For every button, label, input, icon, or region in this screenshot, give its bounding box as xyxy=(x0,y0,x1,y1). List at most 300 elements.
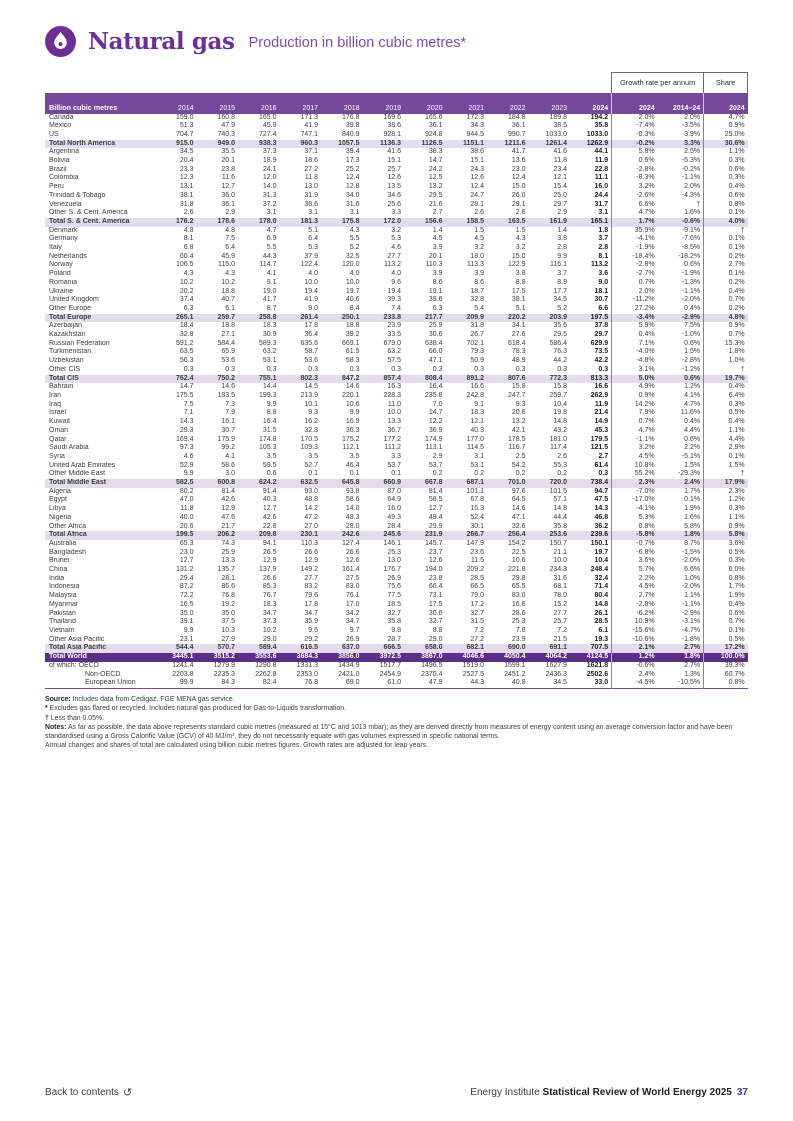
undo-arrow-icon: ↺ xyxy=(122,1087,133,1099)
value-cell: 30.6 xyxy=(428,331,443,339)
value-cell: 13.0 xyxy=(304,183,318,191)
growth-cell: -18.2% xyxy=(677,252,701,260)
value-cell: 5.3 xyxy=(391,235,401,243)
row-label: Myanmar xyxy=(49,600,79,608)
value-cell: 9.9 xyxy=(266,400,277,408)
value-cell: 48.9 xyxy=(511,357,526,365)
value-cell: 29.7 xyxy=(594,331,609,339)
value-cell: 253.6 xyxy=(529,531,571,540)
value-cell: 20.6 xyxy=(179,522,194,530)
growth-cell: -2.0% xyxy=(681,557,701,565)
value-cell: 29.4 xyxy=(179,574,194,582)
value-cell: 80.2 xyxy=(179,487,194,495)
table-row xyxy=(45,453,748,462)
value-cell: 12.4 xyxy=(511,174,526,182)
value-cell: 53.6 xyxy=(221,357,235,365)
table-row xyxy=(45,114,748,123)
value-cell: 960.3 xyxy=(280,140,322,149)
table-row xyxy=(45,496,748,505)
row-label: Malaysia xyxy=(49,592,77,600)
table-row xyxy=(45,357,748,366)
value-cell: 49.3 xyxy=(387,513,401,521)
value-cell: 0.3 xyxy=(432,365,443,373)
value-cell: 16.5 xyxy=(179,600,194,608)
table-row xyxy=(45,436,748,445)
share-cell: 4.4% xyxy=(704,436,748,445)
value-cell: 1434.9 xyxy=(338,661,360,669)
value-cell: 4.3 xyxy=(349,226,360,234)
table-row xyxy=(45,340,748,349)
value-cell: 11.8 xyxy=(304,174,318,182)
value-cell: 209.9 xyxy=(446,314,488,323)
value-cell: 31.3 xyxy=(262,191,277,199)
table-row xyxy=(45,409,748,418)
value-cell: 32.8 xyxy=(470,296,484,304)
growth-cell: -2.8% xyxy=(612,261,658,270)
value-cell: 2.6 xyxy=(183,209,194,217)
value-cell: 12.4 xyxy=(345,174,360,182)
value-cell: 131.2 xyxy=(175,566,194,574)
value-cell: 840.9 xyxy=(341,130,360,138)
value-cell: 32.7 xyxy=(387,609,401,617)
value-cell: 23.7 xyxy=(428,548,443,556)
value-cell: 32.5 xyxy=(345,252,360,260)
growth-cell: -9.1% xyxy=(681,226,701,234)
share-cell: 1.0% xyxy=(704,357,748,366)
value-cell: 10.6 xyxy=(511,557,526,565)
value-cell: 17.8 xyxy=(304,322,318,330)
row-label: Total Middle East xyxy=(45,479,155,488)
growth-cell: -4.5% xyxy=(612,679,658,688)
value-cell: 256.4 xyxy=(487,531,529,540)
value-cell: 1519.0 xyxy=(462,661,484,669)
row-label: Saudi Arabia xyxy=(49,444,89,452)
value-cell: 755.1 xyxy=(238,375,280,384)
value-cell: 74.3 xyxy=(221,539,235,547)
growth-cell: 5.8% xyxy=(684,522,701,530)
growth-cell: 0.6% xyxy=(658,375,704,384)
value-cell: 3.8 xyxy=(557,235,567,243)
value-cell: 42.1 xyxy=(511,426,526,434)
row-label: Russian Federation xyxy=(49,339,110,347)
share-cell: 2.9% xyxy=(704,444,748,453)
value-cell: 37.3 xyxy=(262,148,277,156)
value-cell: 135.7 xyxy=(217,566,235,574)
value-cell: 25.9 xyxy=(428,322,443,330)
value-cell: 44.3 xyxy=(262,252,277,260)
value-cell: 618.4 xyxy=(507,339,526,347)
growth-cell: -29.3% xyxy=(677,470,701,478)
value-cell: 12.6 xyxy=(470,174,484,182)
value-cell: 924.8 xyxy=(424,130,443,138)
row-label: Other Asia Pacific xyxy=(49,635,105,643)
value-cell: 9.9 xyxy=(349,409,360,417)
growth-cell: -10.5% xyxy=(677,679,701,687)
value-cell: 2.7 xyxy=(432,209,443,217)
value-cell: 64.5 xyxy=(511,496,526,504)
value-cell: 181.3 xyxy=(280,218,322,227)
value-cell: 53.6 xyxy=(304,357,318,365)
value-cell: 34.2 xyxy=(345,609,360,617)
value-cell: 14.3 xyxy=(179,418,194,426)
value-cell: 1627.9 xyxy=(545,661,567,669)
table-row xyxy=(45,636,748,645)
value-cell: 10.0 xyxy=(304,278,318,286)
row-label: Trinidad & Tobago xyxy=(49,191,106,199)
value-cell: 76.7 xyxy=(262,592,277,600)
growth-cell: 4.5% xyxy=(612,453,658,462)
growth-cell: 0.7% xyxy=(612,279,658,288)
value-cell: 35.8 xyxy=(594,122,609,130)
row-label: Turkmenistan xyxy=(49,348,92,356)
value-cell: 64.9 xyxy=(387,496,401,504)
value-cell: 220.2 xyxy=(487,314,529,323)
value-cell: 66.4 xyxy=(428,583,443,591)
value-cell: 93.8 xyxy=(345,487,360,495)
value-cell: 17.5 xyxy=(428,600,443,608)
value-cell: 23.3 xyxy=(179,165,194,173)
value-cell: 35.6 xyxy=(553,322,567,330)
value-cell: 18.4 xyxy=(179,322,194,330)
value-cell: 36.3 xyxy=(345,426,360,434)
value-cell: 2203.8 xyxy=(172,670,194,678)
value-cell: 7.4 xyxy=(391,304,401,312)
year-header: 2018 xyxy=(321,93,363,114)
value-cell: 2.7 xyxy=(598,452,609,460)
value-cell: 5.5 xyxy=(266,244,277,252)
table-row xyxy=(45,557,748,566)
table-row xyxy=(45,644,748,653)
value-cell: 47.9 xyxy=(221,122,235,130)
value-cell: 1.5 xyxy=(474,226,484,234)
table-row xyxy=(45,427,748,436)
value-cell: 99.2 xyxy=(221,444,235,452)
growth-cell: -2.8% xyxy=(612,601,658,610)
value-cell: 915.0 xyxy=(155,140,197,149)
growth-cell: 1.6% xyxy=(684,513,701,521)
table-row xyxy=(45,366,748,375)
value-cell: 12.9 xyxy=(221,505,235,513)
value-cell: 28.7 xyxy=(387,635,401,643)
value-cell: 8.7 xyxy=(266,304,277,312)
value-cell: 34.5 xyxy=(553,296,567,304)
value-cell: 12.9 xyxy=(262,557,277,565)
value-cell: 32.4 xyxy=(594,574,609,582)
value-cell: 3.9 xyxy=(432,244,443,252)
share-cell: 0.7% xyxy=(704,296,748,305)
value-cell: 81.4 xyxy=(221,487,235,495)
row-label: Colombia xyxy=(49,174,79,182)
value-cell: 30.1 xyxy=(470,522,484,530)
row-label: Brunei xyxy=(49,557,70,565)
value-cell: 266.7 xyxy=(446,531,488,540)
share-cell: 4.8% xyxy=(704,314,748,323)
row-label: Bangladesh xyxy=(49,548,86,556)
value-cell: 3.5 xyxy=(349,452,360,460)
row-label: Germany xyxy=(49,235,78,243)
back-to-contents-link[interactable] xyxy=(45,1086,132,1099)
value-cell: 591.2 xyxy=(175,339,194,347)
value-cell: 9.0 xyxy=(308,304,318,312)
share-cell: 4.0% xyxy=(704,218,748,227)
value-cell: 172.0 xyxy=(363,218,405,227)
value-cell: 32.7 xyxy=(428,618,443,626)
row-label: Thailand xyxy=(49,618,76,626)
value-cell: 8.4 xyxy=(349,304,360,312)
value-cell: 41.9 xyxy=(304,296,318,304)
value-cell: 4.0 xyxy=(349,270,360,278)
value-cell: 239.6 xyxy=(570,531,612,540)
growth-cell: 0.4% xyxy=(612,331,658,340)
value-cell: 83.0 xyxy=(345,583,360,591)
value-cell: 27.6 xyxy=(511,331,526,339)
value-cell: 156.6 xyxy=(404,218,446,227)
value-cell: 12.8 xyxy=(345,183,360,191)
growth-cell: 35.9% xyxy=(612,227,658,236)
value-cell: 213.9 xyxy=(300,392,318,399)
growth-cell: -3.4% xyxy=(612,314,658,323)
share-cell: 1.1% xyxy=(704,427,748,436)
share-cell: 0.7% xyxy=(704,331,748,340)
value-cell: 7.8 xyxy=(515,626,526,634)
value-cell: 28.6 xyxy=(511,609,526,617)
natural-gas-flame-icon xyxy=(45,26,76,57)
value-cell: 61.4 xyxy=(594,461,609,469)
table-row xyxy=(45,244,748,253)
growth-cell: -0.2% xyxy=(612,140,658,149)
value-cell: 14.5 xyxy=(304,383,318,391)
value-cell: 12.5 xyxy=(428,174,443,182)
value-cell: 26.1 xyxy=(594,609,609,617)
value-cell: 31.5 xyxy=(262,426,277,434)
value-cell: 127.4 xyxy=(341,539,360,547)
growth-cell: 0.6% xyxy=(612,157,658,166)
growth-cell: -0.2% xyxy=(681,165,701,173)
value-cell: 203.9 xyxy=(529,314,571,323)
value-cell: 14.8 xyxy=(553,505,567,513)
value-cell: 71.4 xyxy=(594,583,609,591)
row-label: Canada xyxy=(49,113,74,121)
value-cell: 175.8 xyxy=(321,218,363,227)
value-cell: 17.5 xyxy=(511,287,526,295)
value-cell: 14.9 xyxy=(594,418,609,426)
growth-cell: 2.4% xyxy=(658,479,704,488)
value-cell: 38.5 xyxy=(553,122,567,130)
value-cell: 44.1 xyxy=(594,148,609,156)
value-cell: 18.8 xyxy=(345,322,360,330)
value-cell: 0.2 xyxy=(474,470,484,478)
table-row xyxy=(45,618,748,627)
row-label: Brazil xyxy=(49,165,67,173)
growth-cell: -0.7% xyxy=(612,540,658,549)
value-cell: 47.9 xyxy=(428,679,443,687)
value-cell: 600.8 xyxy=(197,479,239,488)
value-cell: 21.4 xyxy=(594,409,609,417)
value-cell: 0.3 xyxy=(183,365,194,373)
value-cell: 44.2 xyxy=(553,357,567,365)
value-cell: 41.9 xyxy=(304,122,318,130)
value-cell: 36.1 xyxy=(428,122,443,130)
table-row xyxy=(45,131,748,140)
value-cell: 747.1 xyxy=(300,130,318,138)
growth-cell: 5.3% xyxy=(612,514,658,523)
value-cell: 31.6 xyxy=(345,200,360,208)
value-cell: 4.3 xyxy=(225,270,235,278)
growth-cell: 10.9% xyxy=(612,618,658,627)
value-cell: 12.7 xyxy=(179,557,194,565)
growth-cell: 0.8% xyxy=(612,523,658,532)
value-cell: 34.0 xyxy=(345,191,360,199)
share-cell: 0.2% xyxy=(704,253,748,262)
growth-cell: 2.7% xyxy=(658,644,704,653)
value-cell: 189.8 xyxy=(549,113,567,121)
value-cell: 35.8 xyxy=(387,618,401,626)
value-cell: 990.7 xyxy=(507,130,526,138)
value-cell: 76.8 xyxy=(304,679,318,687)
growth-cell: 0.4% xyxy=(684,304,701,312)
value-cell: 220.1 xyxy=(341,392,360,399)
value-cell: 30.6 xyxy=(428,609,443,617)
value-cell: 63.5 xyxy=(179,348,194,356)
value-cell: 772.3 xyxy=(529,375,571,384)
value-cell: 52.9 xyxy=(179,461,194,469)
growth-cell: 3.3% xyxy=(658,140,704,149)
value-cell: 175.9 xyxy=(217,435,235,443)
row-label: Libya xyxy=(49,505,66,513)
value-cell: 28.4 xyxy=(387,522,401,530)
share-cell: 0.3% xyxy=(704,557,748,566)
value-cell: 165.1 xyxy=(570,218,612,227)
value-cell: 19.8 xyxy=(553,409,567,417)
value-cell: 2502.6 xyxy=(586,670,609,678)
growth-cell: -3.5% xyxy=(681,122,701,130)
value-cell: 178.5 xyxy=(507,435,526,443)
value-cell: 0.3 xyxy=(266,365,277,373)
value-cell: 67.8 xyxy=(470,496,484,504)
table-row xyxy=(45,227,748,236)
value-cell: 28.5 xyxy=(470,574,484,582)
value-cell: 30.9 xyxy=(262,331,277,339)
value-cell: 1033.0 xyxy=(545,130,567,138)
value-cell: 632.5 xyxy=(280,479,322,488)
table-row xyxy=(45,279,748,288)
value-cell: 12.1 xyxy=(553,174,567,182)
value-cell: 928.1 xyxy=(383,130,401,138)
growth-cell: -2.9% xyxy=(658,314,704,323)
value-cell: 682.1 xyxy=(446,644,488,653)
value-cell: 48.8 xyxy=(304,496,318,504)
value-cell: 4.1 xyxy=(225,452,235,460)
value-cell: 40.3 xyxy=(262,496,277,504)
growth-cell: 0.9% xyxy=(612,392,658,401)
value-cell: 40.7 xyxy=(221,296,235,304)
unit-label: Billion cubic metres xyxy=(45,93,155,114)
value-cell: 4.7 xyxy=(266,226,277,234)
footnote-line: Source: Includes data from Cedigaz. FGE MENA gas service. xyxy=(45,695,235,703)
value-cell: 170.5 xyxy=(300,435,318,443)
value-cell: 0.6 xyxy=(266,470,277,478)
page-footer xyxy=(45,1086,748,1099)
value-cell: 19.4 xyxy=(387,287,401,295)
table-row xyxy=(45,671,748,680)
row-label: Kuwait xyxy=(49,418,71,426)
growth-cell: 14.2% xyxy=(612,401,658,410)
value-cell: 18.6 xyxy=(304,157,318,165)
share-cell: 0.4% xyxy=(704,383,748,392)
value-cell: 3.3 xyxy=(391,209,401,217)
value-cell: 91.4 xyxy=(262,487,277,495)
value-cell: 57.1 xyxy=(553,496,567,504)
value-cell: 26.6 xyxy=(345,548,360,556)
share-cell: 0.1% xyxy=(704,209,748,218)
row-label: Iraq xyxy=(49,400,62,408)
footnote-line: * Excludes gas flared or recycled. Includes natural gas produced for Gas-to-Liquids transformation. xyxy=(45,705,347,713)
growth-cell: 10.8% xyxy=(612,462,658,471)
value-cell: 38.6 xyxy=(304,200,318,208)
page-number: 37 xyxy=(736,1087,748,1098)
row-label: Nigeria xyxy=(49,513,72,521)
value-cell: 23.8 xyxy=(428,574,443,582)
growth-year-header: 2014–24 xyxy=(658,93,704,114)
share-cell: † xyxy=(704,366,748,375)
value-cell: 137.9 xyxy=(258,566,277,574)
value-cell: 4.6 xyxy=(183,452,194,460)
value-cell: 6.4 xyxy=(225,244,235,252)
footnotes xyxy=(45,695,748,751)
value-cell: 245.6 xyxy=(363,531,405,540)
value-cell: 6.1 xyxy=(225,304,235,312)
table-row xyxy=(45,305,748,314)
value-cell: 584.4 xyxy=(217,339,235,347)
growth-cell: -1.2% xyxy=(681,365,701,373)
value-cell: 22.8 xyxy=(594,165,609,173)
value-cell: 57.5 xyxy=(387,357,401,365)
year-header: 2019 xyxy=(363,93,405,114)
value-cell: 13.3 xyxy=(387,418,401,426)
table-row xyxy=(45,583,748,592)
value-cell: 30.7 xyxy=(594,296,609,304)
share-cell: 0.2% xyxy=(704,305,748,314)
value-cell: 42.2 xyxy=(594,357,609,365)
value-cell: 944.5 xyxy=(466,130,484,138)
growth-cell: 3.6% xyxy=(612,557,658,566)
value-cell: 2.9 xyxy=(225,209,235,217)
row-label: Bolivia xyxy=(49,157,70,165)
growth-cell: 5.0% xyxy=(612,375,658,384)
value-cell: 637.0 xyxy=(321,644,363,653)
row-label: Syria xyxy=(49,452,65,460)
growth-cell: -2.8% xyxy=(612,166,658,175)
growth-cell: 0.6% xyxy=(684,339,701,347)
value-cell: 11.1 xyxy=(594,174,609,182)
row-label: Total S. & Cent. America xyxy=(45,218,155,227)
growth-cell: 2.0% xyxy=(612,114,658,123)
value-cell: 586.4 xyxy=(549,339,567,347)
row-label: Ukraine xyxy=(49,287,74,295)
value-cell: 99.9 xyxy=(179,679,194,687)
table-row xyxy=(45,253,748,262)
row-label: Other Europe xyxy=(49,304,92,312)
growth-cell: 2.1% xyxy=(612,644,658,653)
share-cell: 0.8% xyxy=(704,679,748,688)
growth-cell: 1.5% xyxy=(684,461,701,469)
value-cell: 65.3 xyxy=(179,539,194,547)
share-cell: 0.1% xyxy=(704,627,748,636)
value-cell: 76.3 xyxy=(553,348,567,356)
value-cell: 26.6 xyxy=(262,574,277,582)
value-cell: 13.3 xyxy=(221,557,235,565)
value-cell: 5.2 xyxy=(557,304,567,312)
